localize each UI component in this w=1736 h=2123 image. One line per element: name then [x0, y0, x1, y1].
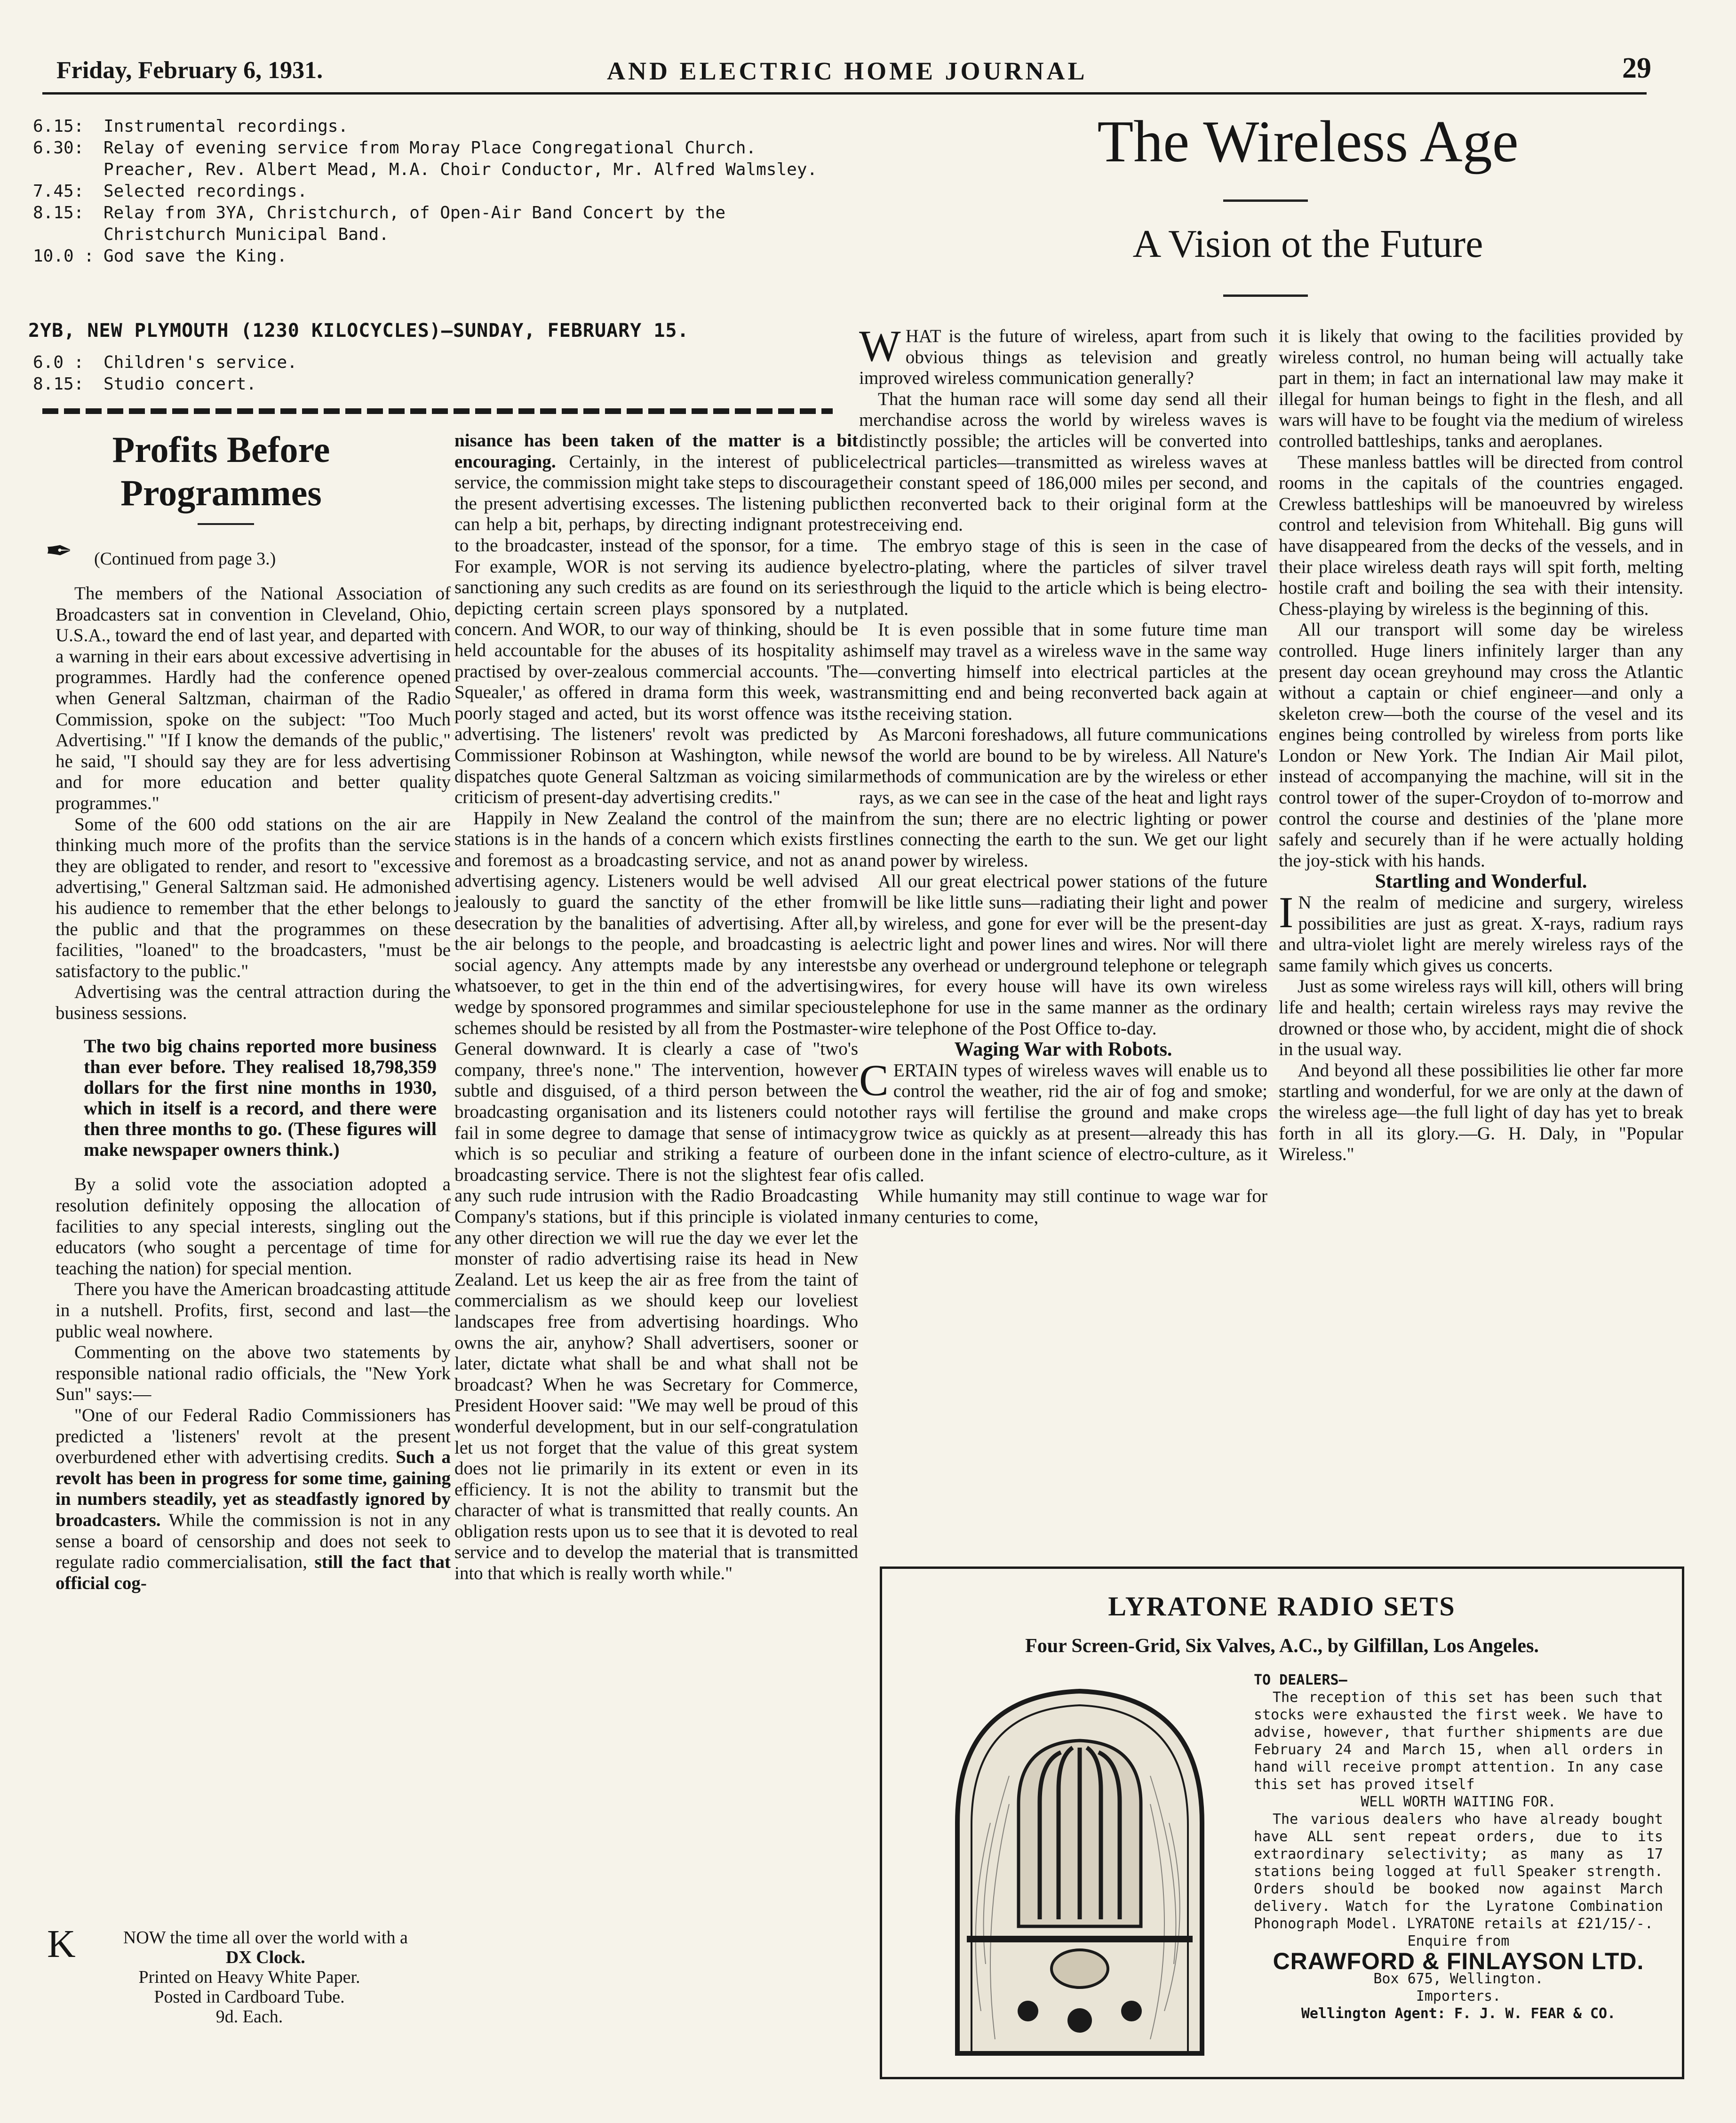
schedule-item: 6.0 : Children's service. [33, 353, 297, 372]
firm-address: Box 675, Wellington. [1373, 1971, 1544, 1987]
article-title-profits: Profits Before Programmes [112, 429, 330, 513]
paragraph: Happily in New Zealand the control of the main stations is in the hands of a concern which exists first and foremost as a broadcasting service, and not as an advertising agency. Listeners would be well advised jealously to guard the sanctity of the ether from desecration by the banalities of advertising. After all, the air belongs to the people, and broadcasting is a social agency. Any attempts made by any interests whatsoever, to get in the thin end of the advertising wedge by sponsored programmes and similar specious schemes should be resisted by all from the Postmaster-General downward. It is clearly a case of "two's company, three's none." The intervention, however subtle and disguised, of a third person between the broadcasting organisation and its listeners could not fail in some degree to damage that sense of intimacy which is so peculiar and striking a feature of our broadcasting service. There is not the slightest fear of any such rude intrusion with the Radio Broadcasting Company's stations, but if this principle is violated in any other direction we will rue the day we ever let the monster of radio advertising raise its head in New Zealand. Let us keep the air as free from the taint of commercialism as we should keep our loveliest landscapes free from advertising hoardings. Who owns the air, anyhow? Shall advertisers, sooner or later, dictate what shall be and what shall not be broadcast? When he was Secretary for Commerce, President Hoover said: "We may well be proud of this wonderful development, but in our self-congratulation let us not forget that the value of this great system does not lie primarily in its extent or even in its efficiency. It is not the ability to transmit but the character of what is transmitted that really counts. An obligation rests upon us to see that it is devoted to real service and to develop the material that is transmitted into that which is really worth while." [454, 808, 858, 1584]
advert-body [1254, 1671, 1663, 2022]
paragraph: All our transport will some day be wireless controlled. Huge liners infinitely larger than any present day ocean greyhound may cross the Atlantic without a captain or chief engineer—and only a skeleton crew—both the course of the vesel and its engines being controlled by wireless from ports like London or New York. The Indian Air Mail pilot, instead of accompanying the machine, will sit in the control tower of the super-Croydon of to-morrow and control the course and destinies of the 'plane more safely and securely than if he were actually holding the joy-stick with his hands. [1279, 620, 1683, 871]
schedule-2yb [33, 352, 833, 395]
advert-title: LYRATONE RADIO SETS [1108, 1591, 1456, 1622]
bold-lead: nisance has been taken of the matter is a bit encouraging. [454, 430, 858, 472]
firm-name: CRAWFORD & FINLAYSON LTD. [1273, 1948, 1644, 1974]
column-a [56, 583, 451, 1594]
issue-date: Friday, February 6, 1931. [56, 57, 323, 84]
firm-role: Importers. [1416, 1988, 1501, 2004]
title-rule [198, 523, 254, 525]
article-title-wireless-age: The Wireless Age [1097, 109, 1519, 175]
lyratone-advert [880, 1566, 1684, 2079]
subheading: Waging War with Robots. [954, 1039, 1172, 1061]
drop-cap: K [47, 1922, 76, 1966]
paragraph: By a solid vote the association adopted a resolution definitely opposing the allocation of facilities to any special interests, singling out the educators (who sought a percentage of time for teaching the nation) for special mention. [56, 1174, 451, 1279]
decorative-divider [42, 408, 833, 414]
column-d: it is likely that owing to the facilities provided by wireless control, no human being will actually take part in them; in fact an international law may make it illegal for human beings to fight in the flesh, and all wars will have to be fought via the medium of wireless controlled battleships, tanks and aeroplanes. These manless battles will be directed from control rooms in the capitals of the countries engaged. Crewless battleships will be manoeuvred by wireless control and television from Whitehall. Big guns will have disappeared from the decks of the vessels, and in their place wireless death rays will spit forth, melting hostile craft and boiling the sea with their intensity. Chess-playing by wireless is the beginning of this. All our transport will some day be wireless controlled. Huge liners infinitely larger than any present day ocean greyhound may cross the Atlantic without a captain or chief engineer—and only a skeleton crew—both the course of the vesel and its engines being controlled by wireless from ports like London or New York. The Indian Air Mail pilot, instead of accompanying the machine, will sit in the control tower of the super-Croydon of to-morrow and control the course and destinies of the 'plane more safely and securely than if he were actually holding the joy-stick with his hands. Startling and Wonderful. I N the realm of medicine and surgery, wireless possibilities are just as great. X-rays, radium rays and ultra-violet light are merely wireless rays of the same family which gives us concerts. Just as some wireless rays will kill, others will bring life and health; certain wireless rays may revive the drowned or those who, by accident, might die of shock in the usual way. And beyond all these possibilities lie other far more startling and wonderful, for we are only at the dawn of the wireless age—the full light of day has yet to break forth in all its glory.—G. H. Daly, in "Popular Wireless." [1279, 326, 1683, 1165]
title-rule [1223, 199, 1308, 202]
advert-subtitle: Four Screen-Grid, Six Valves, A.C., by Gilfillan, Los Angeles. [1025, 1635, 1539, 1657]
page-number: 29 [1622, 52, 1651, 84]
dealers-heading: TO DEALERS— [1254, 1672, 1347, 1688]
paragraph: As Marconi foreshadows, all future communications of the world are bound to be by wireless. All Nature's methods of communication are by the wireless or ether rays, as we can see in the case of the heat and light rays from the sun; there are no electric lighting or power lines connecting the earth to the sun. We get our light and power by wireless. [859, 724, 1267, 871]
quill-icon: ✒ [45, 533, 73, 570]
journal-title: AND ELECTRIC HOME JOURNAL [607, 57, 1088, 85]
paragraph: Some of the 600 odd stations on the air are thinking much more of the profits than the service they are obligated to render, and resort to "excessive advertising," General Saltzman said. He admonished his audience to remember that the ether belongs to the public and that the programmes on these facilities, "loaned" to the broadcasters, "must be satisfactory to the public." [56, 814, 451, 981]
enquire-line: Enquire from [1407, 1933, 1510, 1949]
masthead-rule [42, 92, 1647, 95]
schedule-item: 8.15: Studio concert. [33, 374, 257, 394]
drop-cap: I [1279, 888, 1294, 938]
advert-slogan: WELL WORTH WAITING FOR. [1361, 1794, 1556, 1810]
paragraph: All our great electrical power stations of the future will be like little suns—radiating their light and power by wireless, and gone for ever will be the present-day electric light and power lines and wires. Nor will there be any overhead or underground telephone or telegraph wires, for every house will have its own wireless telephone for use in the same manner as the ordinary wire telephone of the Post Office to-day. [859, 871, 1267, 1039]
subheading: Startling and Wonderful. [1375, 871, 1587, 893]
schedule-item: 7.45: Selected recordings. [33, 182, 308, 201]
paragraph: The members of the National Association of Broadcasters sat in convention in Cleveland, Ohio, U.S.A., toward the end of last year, and departed with a warning in their ears about excessive advertising in programmes. Hardly had the conference opened when General Saltzman, chairman of the Radio Commission, spoke on the subject: "Too Much Advertising." "If I know the demands of the public," he said, "I should say they are for less advertising and for more education and better quality programmes." [56, 583, 451, 813]
schedule-item: 6.15: Instrumental recordings. [33, 117, 349, 136]
column-b: nisance has been taken of the matter is a bit encouraging. Certainly, in the interest of public service, the commission might take steps to discourage the present advertising excesses. The listening public can help a bit, perhaps, by directing indignant protest to the broadcaster, instead of the sponsor, for a time. For example, WOR is not serving its audience by sanctioning any such credits as are found on its series depicting certain screen plays sponsored by a nut concern. And WOR, to our way of thinking, should be held accountable for the abuses of its hospitality as practised by over-zealous commercial accounts. 'The Squealer,' as offered in drama form this week, was poorly staged and acted, but its worst offence was its advertising. The listeners' revolt was predicted by Commissioner Robinson at Washington, while news dispatches quote General Saltzman as voicing similar criticism of present-day advertising credits." Happily in New Zealand the control of the main stations is in the hands of a concern which exists first and foremost as a broadcasting service, and not as an advertising agency. Listeners would be well advised jealously to guard the sanctity of the ether from desecration by the banalities of advertising. After all, the air belongs to the people, and broadcasting is a social agency. Any attempts made by any interests whatsoever, to get in the thin end of the advertising wedge by sponsored programmes and similar specious schemes should be resisted by all from the Postmaster-General downward. It is clearly a case of "two's company, three's none." The intervention, however subtle and disguised, of a third person between the broadcasting organisation and its listeners could not fail in some degree to damage that sense of intimacy which is so peculiar and striking a feature of our broadcasting service. There is not the slightest fear of any such rude intrusion with the Radio Broadcasting Company's stations, but if this principle is violated in any other direction we will rue the day we ever let the monster of radio advertising raise its head in New Zealand. Let us keep the air as free from the taint of commercialism as we should keep our loveliest landscapes free from advertising hoardings. Who owns the air, anyhow? Shall advertisers, sooner or later, dictate what shall be and what shall not be broadcast? When he was Secretary for Commerce, President Hoover said: "We may well be proud of this wonderful development, but in our self-congratulation let us not forget that the value of this great system does not lie primarily in its extent or even in its efficiency. It is not the ability to transmit but the character of what is transmitted that really counts. An obligation rests upon us to see that it is devoted to real service and to develop the material that is transmitted into that which is really worth while." [454, 430, 858, 1584]
agent-line: Wellington Agent: F. J. W. FEAR & CO. [1301, 2005, 1616, 2022]
cathedral-radio-illustration [939, 1682, 1221, 2058]
station-heading: 2YB, NEW PLYMOUTH (1230 KILOCYCLES)—SUNDAY, FEBRUARY 15. [28, 320, 689, 342]
paragraph: That the human race will some day send all their merchandise across the world by wireless waves is distinctly possible; the articles will be converted into electrical particles—transmitted as wireless waves at their constant speed of 186,000 miles per second, and then reconverted back to their original form at the receiving end. [859, 389, 1267, 535]
advert-paragraph: The various dealers who have already bought have ALL sent repeat orders, due to its extraordinary selectivity; as many as 17 stations being logged at full Speaker strength. Orders should be booked now against March delivery. Watch for the Lyratone Combination Phonograph Model. LYRATONE retails at £21/15/-. [1254, 1811, 1663, 1932]
paragraph: And beyond all these possibilities lie other far more startling and wonderful, for we are only at the dawn of the wireless age—the full light of day has yet to break forth in all its glory.—G. H. Daly, in "Popular Wireless." [1279, 1060, 1683, 1165]
paragraph: "One of our Federal Radio Commissioners has predicted a 'listeners' revolt at the present overburdened ether with advertising credits. Such a revolt has been in progress for some time, gaining in numbers steadily, yet as steadfastly ignored by broadcasters. While the commission is not in any sense a board of censorship and does not seek to regulate radio commercialisation, still the fact that official cog- [56, 1405, 451, 1593]
paragraph: There you have the American broadcasting attitude in a nutshell. Profits, first, second and last—the public weal nowhere. [56, 1279, 451, 1342]
schedule-item: 6.30: Relay of evening service from Moray Place Congregational Church. Preacher, Rev. Albert Mead, M.A. Choir Conductor, Mr. Alfred Walmsley. [33, 138, 818, 179]
schedule-item: 8.15: Relay from 3YA, Christchurch, of Open-Air Band Concert by the Christchurch Municipal Band. [33, 203, 726, 244]
schedule-top [33, 116, 833, 267]
paragraph: Advertising was the central attraction during the business sessions. [56, 982, 451, 1023]
continued-note: (Continued from page 3.) [94, 549, 276, 569]
paragraph: The embryo stage of this is seen in the case of electro-plating, where the particles of silver travel through the liquid to the article which is being electro-plated. [859, 535, 1267, 619]
paragraph: it is likely that owing to the facilities provided by wireless control, no human being will actually take part in them; in fact an international law may make it illegal for human beings to fight in the flesh, and all wars will have to be fought via the medium of wireless controlled battleships, tanks and aeroplanes. [1279, 326, 1683, 451]
drop-cap: W [859, 322, 901, 371]
dx-clock-notice: K NOW the time all over the world with a DX Clock. Printed on Heavy White Paper. Posted in Cardboard Tube. 9d. Each. [47, 1922, 408, 2027]
paragraph: While humanity may still continue to wage war for many centuries to come, [859, 1186, 1267, 1227]
masthead [28, 42, 1694, 94]
drop-cap: C [859, 1056, 889, 1105]
schedule-item: 10.0 : God save the King. [33, 246, 287, 266]
title-rule [1223, 294, 1308, 297]
advert-paragraph: The reception of this set has been such that stocks were exhausted the first week. We have to advise, however, that further shipments are due February 24 and March 15, when all orders in hand will receive prompt attention. In any case this set has proved itself [1254, 1689, 1663, 1793]
bold-callout: The two big chains reported more business than ever before. They realised 18,798,359 dollars for the first nine months in 1930, which in itself is a record, and there were then three months to go. (These figures will make newspaper owners think.) [84, 1035, 437, 1161]
paragraph: Commenting on the above two statements by responsible national radio officials, the "New York Sun" says:— [56, 1342, 451, 1405]
paragraph: It is even possible that in some future time man himself may travel as a wireless wave in the same way—converting himself into electrical particles at the transmitting end and being reconverted back again at the receiving station. [859, 620, 1267, 724]
article-subtitle: A Vision ot the Future [1132, 222, 1483, 266]
paragraph: Just as some wireless rays will kill, others will bring life and health; certain wireless rays may revive the drowned or those who, by accident, might die of shock in the usual way. [1279, 976, 1683, 1060]
paragraph: These manless battles will be directed from control rooms in the capitals of the countries engaged. Crewless battleships will be manoeuvred by wireless control and television from Whitehall. Big guns will have disappeared from the decks of the vessels, and in their place wireless death rays will spit forth, melting hostile craft and boiling the sea with their intensity. Chess-playing by wireless is the beginning of this. [1279, 452, 1683, 619]
column-c: WHAT is the future of wireless, apart from such obvious things as television and greatly improved wireless communication generally? That the human race will some day send all their merchandise across the world by wireless waves is distinctly possible; the articles will be converted into electrical particles—transmitted as wireless waves at their constant speed of 186,000 miles per second, and then reconverted back to their original form at the receiving end. The embryo stage of this is seen in the case of electro-plating, where the particles of silver travel through the liquid to the article which is being electro-plated. It is even possible that in some future time man himself may travel as a wireless wave in the same way—converting himself into electrical particles at the transmitting end and being reconverted back again at the receiving station. As Marconi foreshadows, all future communications of the world are bound to be by wireless. All Nature's methods of communication are by the wireless or ether rays, as we can see in the case of the heat and light rays from the sun; there are no electric lighting or power lines connecting the earth to the sun. We get our light and power by wireless. All our great electrical power stations of the future will be like little suns—radiating their light and power by wireless, and gone for ever will be the present-day electric light and power lines and wires. Nor will there be any overhead or underground telephone or telegraph wires, for every house will have its own wireless telephone for use in the same manner as the ordinary wire telephone of the Post Office to-day. Waging War with Robots. CERTAIN types of wireless waves will enable us to control the weather, rid the air of fog and smoke; other rays will fertilise the ground and make crops grow twice as quickly as at present—already this has been done in the infant science of electro-culture, as it is called. While humanity may still continue to wage war for many centuries to come, [859, 322, 1267, 1227]
